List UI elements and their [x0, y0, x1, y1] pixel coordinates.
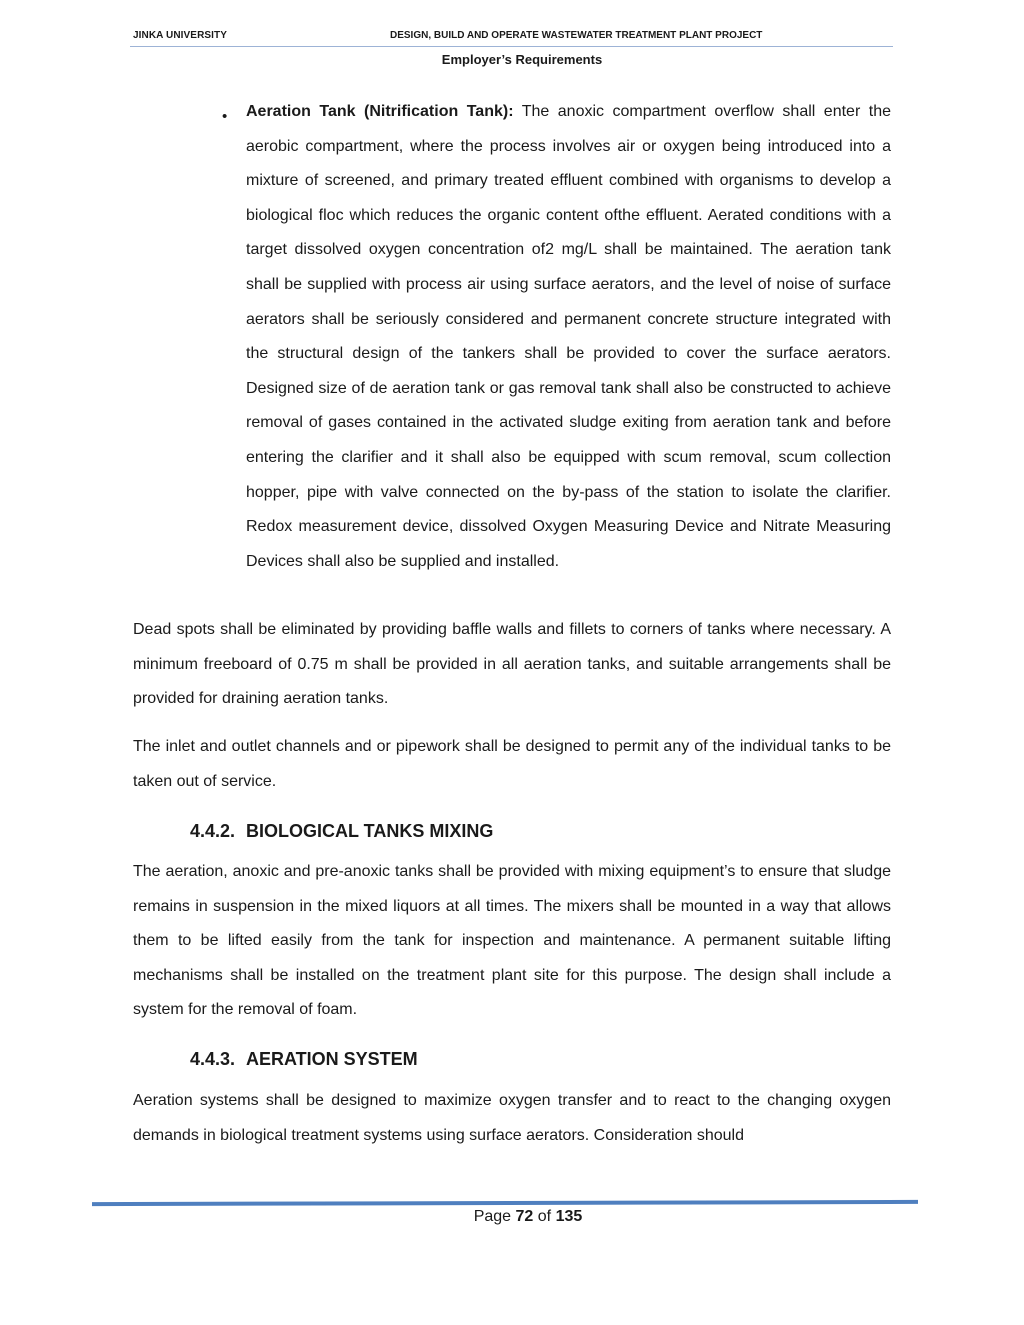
of-word: of: [537, 1208, 552, 1225]
section-number: 4.4.2.: [190, 821, 236, 841]
page-current: 72: [515, 1208, 534, 1225]
section-heading-4-4-3: [190, 1049, 418, 1070]
bullet-lead: Aeration Tank (Nitrification Tank):: [246, 103, 514, 120]
bullet-marker: •: [222, 108, 228, 125]
page-word: Page: [473, 1208, 512, 1225]
section-title: BIOLOGICAL TANKS MIXING: [246, 821, 494, 841]
page-number: [0, 1208, 1024, 1226]
bullet-aeration-tank: [246, 95, 891, 579]
header-subtitle: Employer’s Requirements: [441, 52, 603, 67]
section-title: AERATION SYSTEM: [246, 1049, 418, 1069]
paragraph-inlet-outlet: The inlet and outlet channels and or pipework shall be designed to permit any of the individual tanks to be taken out of service.: [133, 738, 891, 790]
footer-divider: [92, 1200, 918, 1206]
header-project-title: DESIGN, BUILD AND OPERATE WASTEWATER TREATMENT PLANT PROJECT: [390, 30, 763, 41]
header-institution: JINKA UNIVERSITY: [133, 30, 228, 41]
paragraph-aeration-system: Aeration systems shall be designed to maximize oxygen transfer and to react to the changing oxygen demands in biological treatment systems using surface aerators. Consideration should: [133, 1092, 891, 1144]
section-number: 4.4.3.: [190, 1049, 236, 1069]
bullet-text: The anoxic compartment overflow shall enter the aerobic compartment, where the process involves air or oxygen being introduced into a mixture of screened, and primary treated effluent combined with organisms to develop a biological floc which reduces the organic content ofthe effluent. Aerated conditions with a target dissolved oxygen concentration of2 mg/L shall be maintained. The aeration tank shall be supplied with process air using surface aerators, and the level of noise of surface aerators shall be seriously considered and permanent concrete structure integrated with the structural design of the tankers shall be provided to cover the surface aerators. Designed size of de aeration tank or gas removal tank shall also be constructed to achieve removal of gases contained in the activated sludge exiting from aeration tank and before entering the clarifier and it shall also be equipped with scum removal, scum collection hopper, pipe with valve connected on the by-pass of the station to isolate the clarifier. Redox measurement device, dissolved Oxygen Measuring Device and Nitrate Measuring Devices shall also be supplied and installed.: [246, 103, 891, 570]
page-total: 135: [555, 1208, 583, 1225]
paragraph-dead-spots: Dead spots shall be eliminated by providing baffle walls and fillets to corners of tanks where necessary. A minimum freeboard of 0.75 m shall be provided in all aeration tanks, and suitable arrangements shall be provided for draining aeration tanks.: [133, 621, 891, 708]
paragraph-mixing: The aeration, anoxic and pre-anoxic tanks shall be provided with mixing equipment’s to ensure that sludge remains in suspension in the mixed liquors at all times. The mixers shall be mounted in a way that allows them to be lifted easily from the tank for inspection and maintenance. A permanent suitable lifting mechanisms shall be installed on the treatment plant site for this purpose. The design shall include a system for the removal of foam.: [133, 863, 891, 1019]
header-divider: [130, 46, 893, 47]
section-heading-4-4-2: [190, 821, 493, 842]
